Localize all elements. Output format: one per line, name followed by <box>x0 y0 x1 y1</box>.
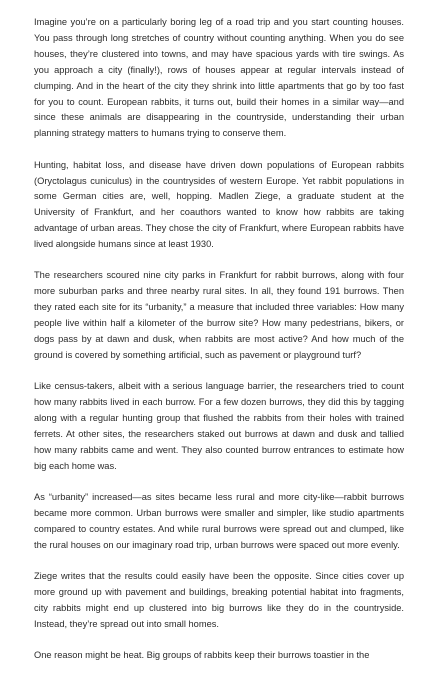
paragraph-parks-survey: The researchers scoured nine city parks in Frankfurt for rabbit burrows, along with four more suburban parks and three nearby rural sites. In all, they found 191 burrows. Then they rated each site for its “urbanity,” a measure that included three variables: How many people live within half a kilometer of the burrow site? How many pedestrians, bikers, or dogs pass by at dawn and dusk, when rabbits are most active? And how much of the ground is covered by something artificial, such as pavement or playground turf? <box>34 270 404 360</box>
paragraph-urbanity-results: As “urbanity” increased—as sites became less rural and more city-like—rabbit burrows became more common. Urban burrows were smaller and simpler, like studio apartments compared to country estates. And while rural burrows were spread out and clumped, like the rural houses on our imaginary road trip, urban burrows were spaced out more evenly. <box>34 492 404 550</box>
paragraph-road-trip: Imagine you’re on a particularly boring leg of a road trip and you start counting houses. You pass through long stretches of country without counting anything. When you do see houses, they’re clustered into towns, and may have spacious yards with tire swings. As you approach a city (finally!), rows of houses appear at regular intervals instead of clumping. And in the heart of the city they shrink into little apartments that go by too fast for you to count. European rabbits, it turns out, build their homes in a similar way—and since these animals are disappearing in the countryside, understanding their urban planning strategy matters to humans trying to conserve them. <box>34 17 404 139</box>
paragraph-populations: Hunting, habitat loss, and disease have driven down populations of European rabbits (Oryctolagus cuniculus) in the countrysides of western Europe. Yet rabbit populations in some German cities are, well, hopping. Madlen Ziege, a graduate student at the University of Frankfurt, and her coauthors wanted to know how rabbits are taking advantage of urban areas. They chose the city of Frankfurt, where European rabbits have lived alongside humans since at least 1930. <box>34 159 404 250</box>
paragraph-opposite: Ziege writes that the results could easily have been the opposite. Since cities cover up more ground up with pavement and buildings, breaking potential habitat into fragments, city rabbits might end up clustered into big burrows like they do in the countryside. Instead, they’re spread out into small homes. <box>34 571 404 629</box>
article-body <box>34 15 404 679</box>
paragraph-heat: One reason might be heat. Big groups of rabbits keep their burrows toastier in the <box>34 650 370 661</box>
paragraph-census: Like census-takers, albeit with a serious language barrier, the researchers tried to count how many rabbits lived in each burrow. For a few dozen burrows, they did this by tagging along with a regular hunting group that flushed the rabbits from their holes with trained ferrets. At other sites, the researchers staked out burrows at dawn and dusk and tallied how many rabbits came and went. They also counted burrow entrances to estimate how big each home was. <box>34 381 404 471</box>
